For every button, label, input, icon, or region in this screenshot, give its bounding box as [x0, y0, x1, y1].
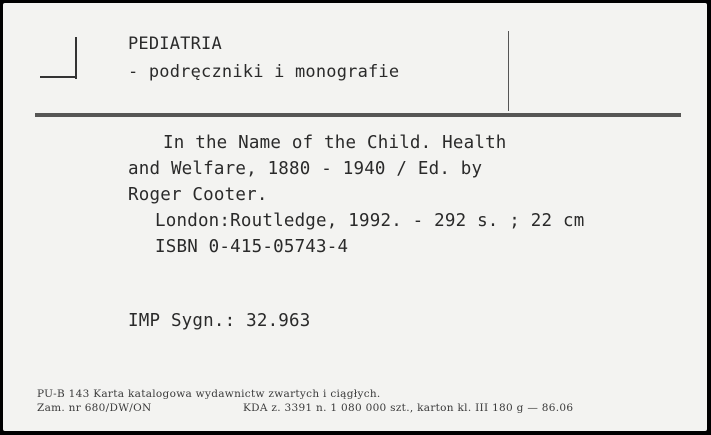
- corner-tick-horizontal: [40, 76, 77, 78]
- heading-divider-vertical: [508, 31, 509, 111]
- printer-footer-order-number: Zam. nr 680/DW/ON: [37, 402, 152, 414]
- title-line-3: Roger Cooter.: [128, 185, 268, 205]
- isbn-line: ISBN 0-415-05743-4: [155, 237, 349, 257]
- printer-footer-print-details: KDA z. 3391 n. 1 080 000 szt., karton kl. III 180 g — 86.06: [243, 402, 574, 414]
- subject-heading: PEDIATRIA: [128, 34, 222, 54]
- corner-tick-vertical: [75, 37, 77, 79]
- imprint-line: London:Routledge, 1992. - 292 s. ; 22 cm: [155, 211, 585, 231]
- catalog-card: [3, 3, 707, 431]
- printer-footer-line-1: PU-B 143 Karta katalogowa wydawnictw zwartych i ciągłych.: [37, 388, 381, 400]
- title-line-1: In the Name of the Child. Health: [163, 133, 507, 153]
- heading-divider-horizontal: [35, 113, 681, 117]
- title-line-2: and Welfare, 1880 - 1940 / Ed. by: [128, 159, 483, 179]
- faint-stamp-residue: [163, 9, 483, 31]
- subject-subheading: - podręczniki i monografie: [128, 62, 400, 82]
- call-number: IMP Sygn.: 32.963: [128, 311, 311, 331]
